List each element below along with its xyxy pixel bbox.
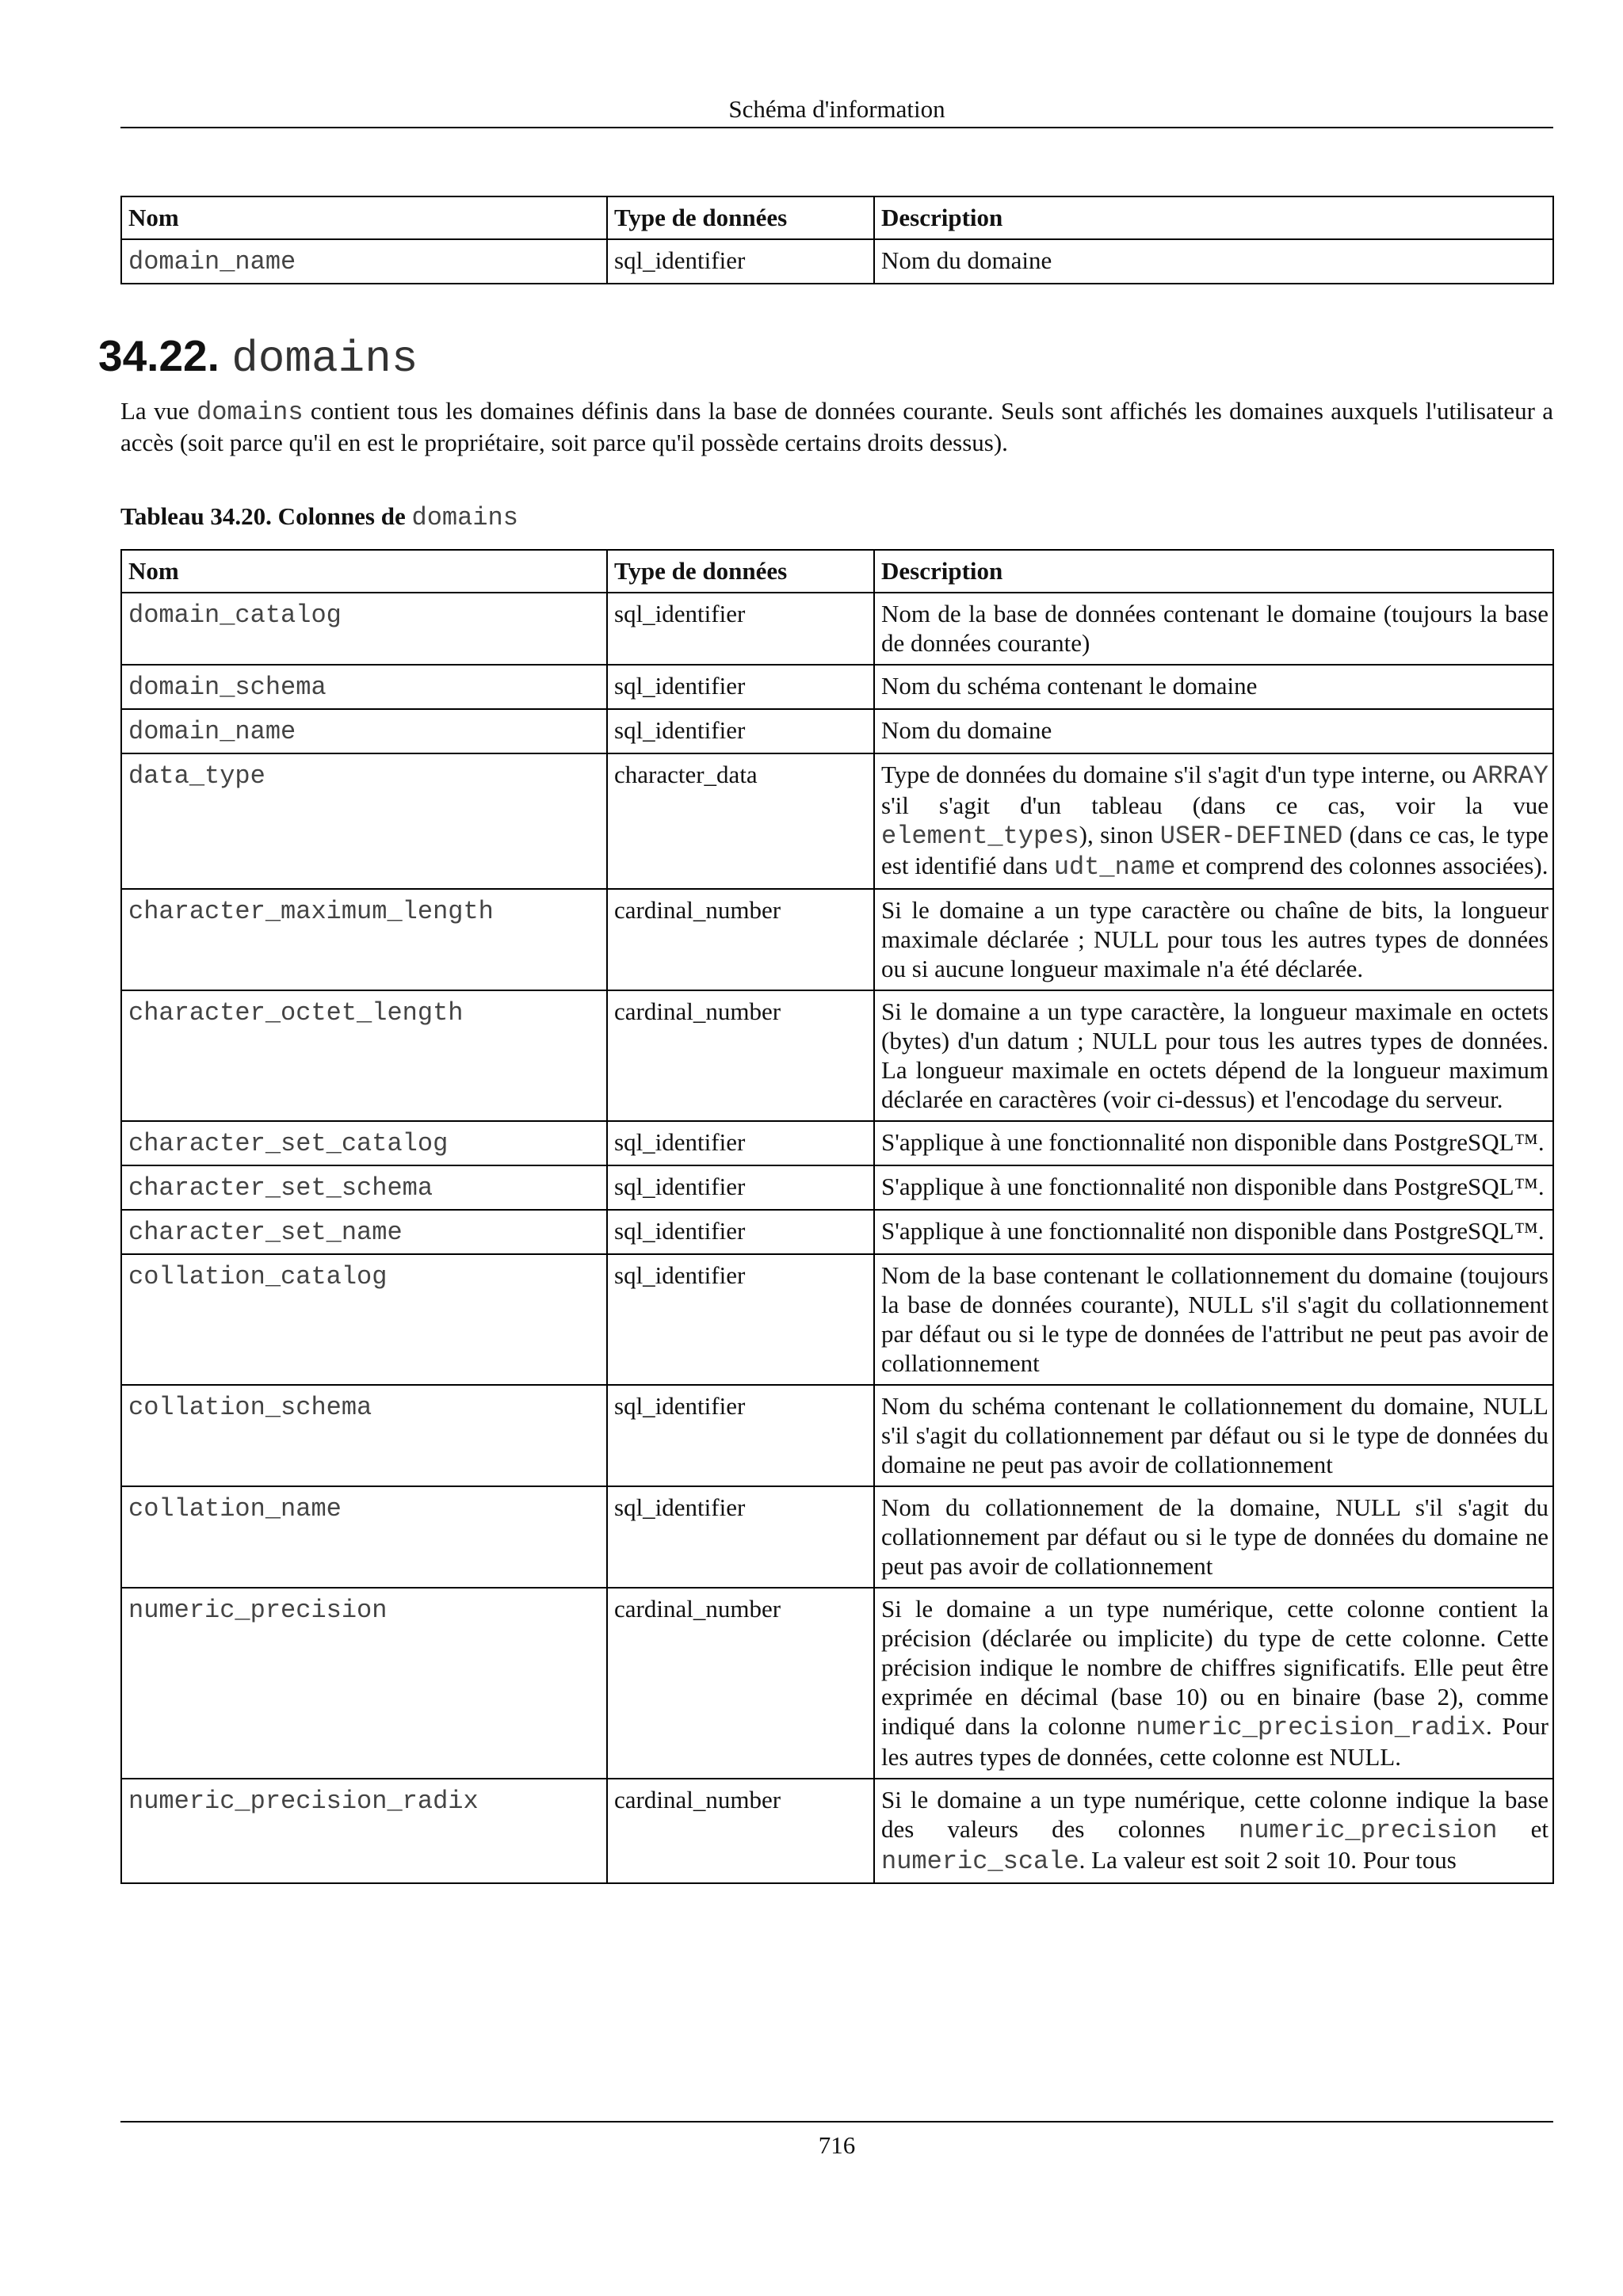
page-number: 716 — [818, 2131, 856, 2159]
row-type: sql_identifier — [607, 1385, 874, 1486]
column-name-code: collation_name — [128, 1494, 342, 1524]
table-row — [121, 665, 1553, 709]
column-name-code: numeric_precision — [128, 1596, 388, 1625]
row-name — [121, 1165, 607, 1210]
table-body — [121, 593, 1553, 1883]
section-heading — [98, 328, 418, 387]
footer-rule — [120, 2121, 1553, 2122]
description-text: . Pour les autres types de données, cette colonne est NULL. — [881, 1712, 1549, 1771]
row-name — [121, 1121, 607, 1165]
column-name-code: domain_name — [128, 717, 296, 746]
row-name — [121, 593, 607, 665]
column-name-code: domain_name — [128, 247, 296, 277]
table-row — [121, 1165, 1553, 1210]
description-text: S'applique à une fonctionnalité non disponible dans PostgreSQL™. — [881, 1128, 1545, 1156]
description-text: S'applique à une fonctionnalité non disponible dans PostgreSQL™. — [881, 1173, 1545, 1200]
table-caption — [120, 501, 518, 534]
row-type: sql_identifier — [607, 1165, 874, 1210]
inline-code: ARRAY — [1472, 761, 1549, 791]
section-number: 34.22. — [98, 331, 220, 380]
row-type: sql_identifier — [607, 1121, 874, 1165]
table-row — [121, 709, 1553, 753]
description-text: et — [1497, 1815, 1549, 1843]
table-row — [121, 1121, 1553, 1165]
row-type: sql_identifier — [607, 1486, 874, 1588]
description-text: Nom du schéma contenant le collationnement du domaine, NULL s'il s'agit du collationnement par défaut ou si le type de données du domaine ne peut pas avoir de collationnement — [881, 1392, 1549, 1478]
column-name-code: character_set_catalog — [128, 1129, 449, 1158]
intro-text: La vue — [120, 397, 197, 425]
description-text: . La valeur est soit 2 soit 10. Pour tous — [1079, 1846, 1457, 1874]
inline-code: numeric_scale — [881, 1847, 1079, 1876]
table-row — [121, 1486, 1553, 1588]
row-type: cardinal_number — [607, 889, 874, 990]
description-text: Type de données du domaine s'il s'agit d'un type interne, ou — [881, 761, 1472, 788]
intro-code: domains — [197, 398, 304, 427]
section-intro — [120, 396, 1553, 458]
column-header-name: Nom — [121, 550, 607, 593]
table-row — [121, 990, 1553, 1121]
column-name-code: collation_schema — [128, 1393, 372, 1422]
description-text: Nom du collationnement de la domaine, NULL s'il s'agit du collationnement par défaut ou si le type de données du domaine ne peut pas avoir de collationnement — [881, 1493, 1549, 1580]
table-header-row — [121, 550, 1553, 593]
row-type: cardinal_number — [607, 990, 874, 1121]
table-row — [121, 1385, 1553, 1486]
row-description — [874, 1588, 1553, 1779]
inline-code: numeric_precision — [1239, 1816, 1498, 1845]
description-text: Si le domaine a un type numérique, cette colonne contient la précision (déclarée ou implicite) du type de cette colonne. Cette précision indique le nombre de chiffres significatifs. Elle peut être exprimée en décimal (base 10) ou en binaire (base 2), comme indiqué dans la colonne — [881, 1595, 1549, 1740]
row-name — [121, 1588, 607, 1779]
row-description — [874, 1385, 1553, 1486]
description-text: et comprend des colonnes associées). — [1175, 852, 1549, 879]
column-name-code: collation_catalog — [128, 1262, 388, 1291]
row-description — [874, 1486, 1553, 1588]
column-header-description: Description — [874, 196, 1553, 239]
description-text: Si le domaine a un type caractère, la longueur maximale en octets (bytes) d'un datum ; NULL pour tous les autres types de données. La longueur maximale en octets dépend de la longueur maximum déclarée en caractères (voir ci-dessus) et l'encodage du serveur. — [881, 997, 1549, 1113]
row-type: cardinal_number — [607, 1588, 874, 1779]
description-text: Si le domaine a un type numérique, cette colonne indique la base des valeurs des colonnes — [881, 1786, 1549, 1843]
table-row — [121, 239, 1553, 284]
row-type: sql_identifier — [607, 593, 874, 665]
description-text: (dans ce cas, le type est identifié dans — [881, 821, 1549, 879]
section-title-code: domains — [231, 334, 418, 384]
row-name — [121, 889, 607, 990]
row-name — [121, 1210, 607, 1254]
row-name — [121, 239, 607, 284]
column-header-type: Type de données — [607, 550, 874, 593]
description-text: Nom de la base de données contenant le domaine (toujours la base de données courante) — [881, 600, 1549, 657]
row-name — [121, 753, 607, 889]
column-name-code: character_set_schema — [128, 1173, 433, 1203]
row-type: sql_identifier — [607, 1210, 874, 1254]
inline-code: USER-DEFINED — [1159, 822, 1343, 851]
table-row — [121, 1588, 1553, 1779]
row-name — [121, 1385, 607, 1486]
description-text: S'applique à une fonctionnalité non disponible dans PostgreSQL™. — [881, 1217, 1545, 1245]
domains-columns-table — [120, 549, 1554, 1884]
column-name-code: data_type — [128, 761, 265, 791]
row-description — [874, 1779, 1553, 1883]
description-text: Nom de la base contenant le collationnement du domaine (toujours la base de données courante), NULL s'il s'agit du collationnement par défaut ou si le type de données de l'attribut ne peut pas avoir de collationnement — [881, 1261, 1549, 1377]
intro-text-continued: contient tous les domaines définis dans la base de données courante. Seuls sont affichés les domaines auxquels l'utilisateur a accès (soit parce qu'il en est le propriétaire, soit parce qu'il possède certains droits dessus). — [120, 397, 1553, 456]
column-header-description: Description — [874, 550, 1553, 593]
row-description — [874, 753, 1553, 889]
inline-code: udt_name — [1053, 852, 1176, 882]
row-description — [874, 1165, 1553, 1210]
column-name-code: character_maximum_length — [128, 897, 494, 926]
row-type: sql_identifier — [607, 665, 874, 709]
row-type: sql_identifier — [607, 239, 874, 284]
description-text: s'il s'agit d'un tableau (dans ce cas, voir la vue — [881, 791, 1549, 819]
row-type: character_data — [607, 753, 874, 889]
table-row — [121, 1210, 1553, 1254]
row-name — [121, 990, 607, 1121]
row-description — [874, 1254, 1553, 1385]
row-description — [874, 889, 1553, 990]
row-type: sql_identifier — [607, 1254, 874, 1385]
table-row — [121, 1254, 1553, 1385]
row-name — [121, 709, 607, 753]
row-description — [874, 665, 1553, 709]
row-description: Nom du domaine — [874, 239, 1553, 284]
table-row — [121, 593, 1553, 665]
row-name — [121, 1254, 607, 1385]
row-description — [874, 990, 1553, 1121]
row-type: cardinal_number — [607, 1779, 874, 1883]
inline-code: element_types — [881, 822, 1079, 851]
table-row — [121, 889, 1553, 990]
row-description — [874, 709, 1553, 753]
description-text: ), sinon — [1079, 821, 1160, 849]
table-row — [121, 753, 1553, 889]
column-header-type: Type de données — [607, 196, 874, 239]
row-type: sql_identifier — [607, 709, 874, 753]
column-name-code: character_octet_length — [128, 998, 464, 1028]
column-name-code: domain_schema — [128, 673, 327, 702]
description-text: Si le domaine a un type caractère ou chaîne de bits, la longueur maximale déclarée ; NULL pour tous les autres types de données ou si aucune longueur maximale n'a été déclarée. — [881, 896, 1549, 982]
row-name — [121, 665, 607, 709]
description-text: Nom du domaine — [881, 716, 1052, 744]
row-description — [874, 1121, 1553, 1165]
column-name-code: numeric_precision_radix — [128, 1787, 479, 1816]
row-name — [121, 1486, 607, 1588]
table-header-row — [121, 196, 1553, 239]
row-name — [121, 1779, 607, 1883]
description-text: Nom du schéma contenant le domaine — [881, 672, 1258, 700]
table-row — [121, 1779, 1553, 1883]
inline-code: numeric_precision_radix — [1136, 1713, 1486, 1742]
caption-label: Tableau 34.20. Colonnes de — [120, 502, 412, 530]
previous-table — [120, 196, 1554, 284]
column-header-name: Nom — [121, 196, 607, 239]
row-description — [874, 593, 1553, 665]
column-name-code: domain_catalog — [128, 601, 342, 630]
column-name-code: character_set_name — [128, 1218, 403, 1247]
row-description — [874, 1210, 1553, 1254]
caption-code: domains — [411, 503, 518, 532]
running-header: Schéma d'information — [120, 93, 1553, 128]
